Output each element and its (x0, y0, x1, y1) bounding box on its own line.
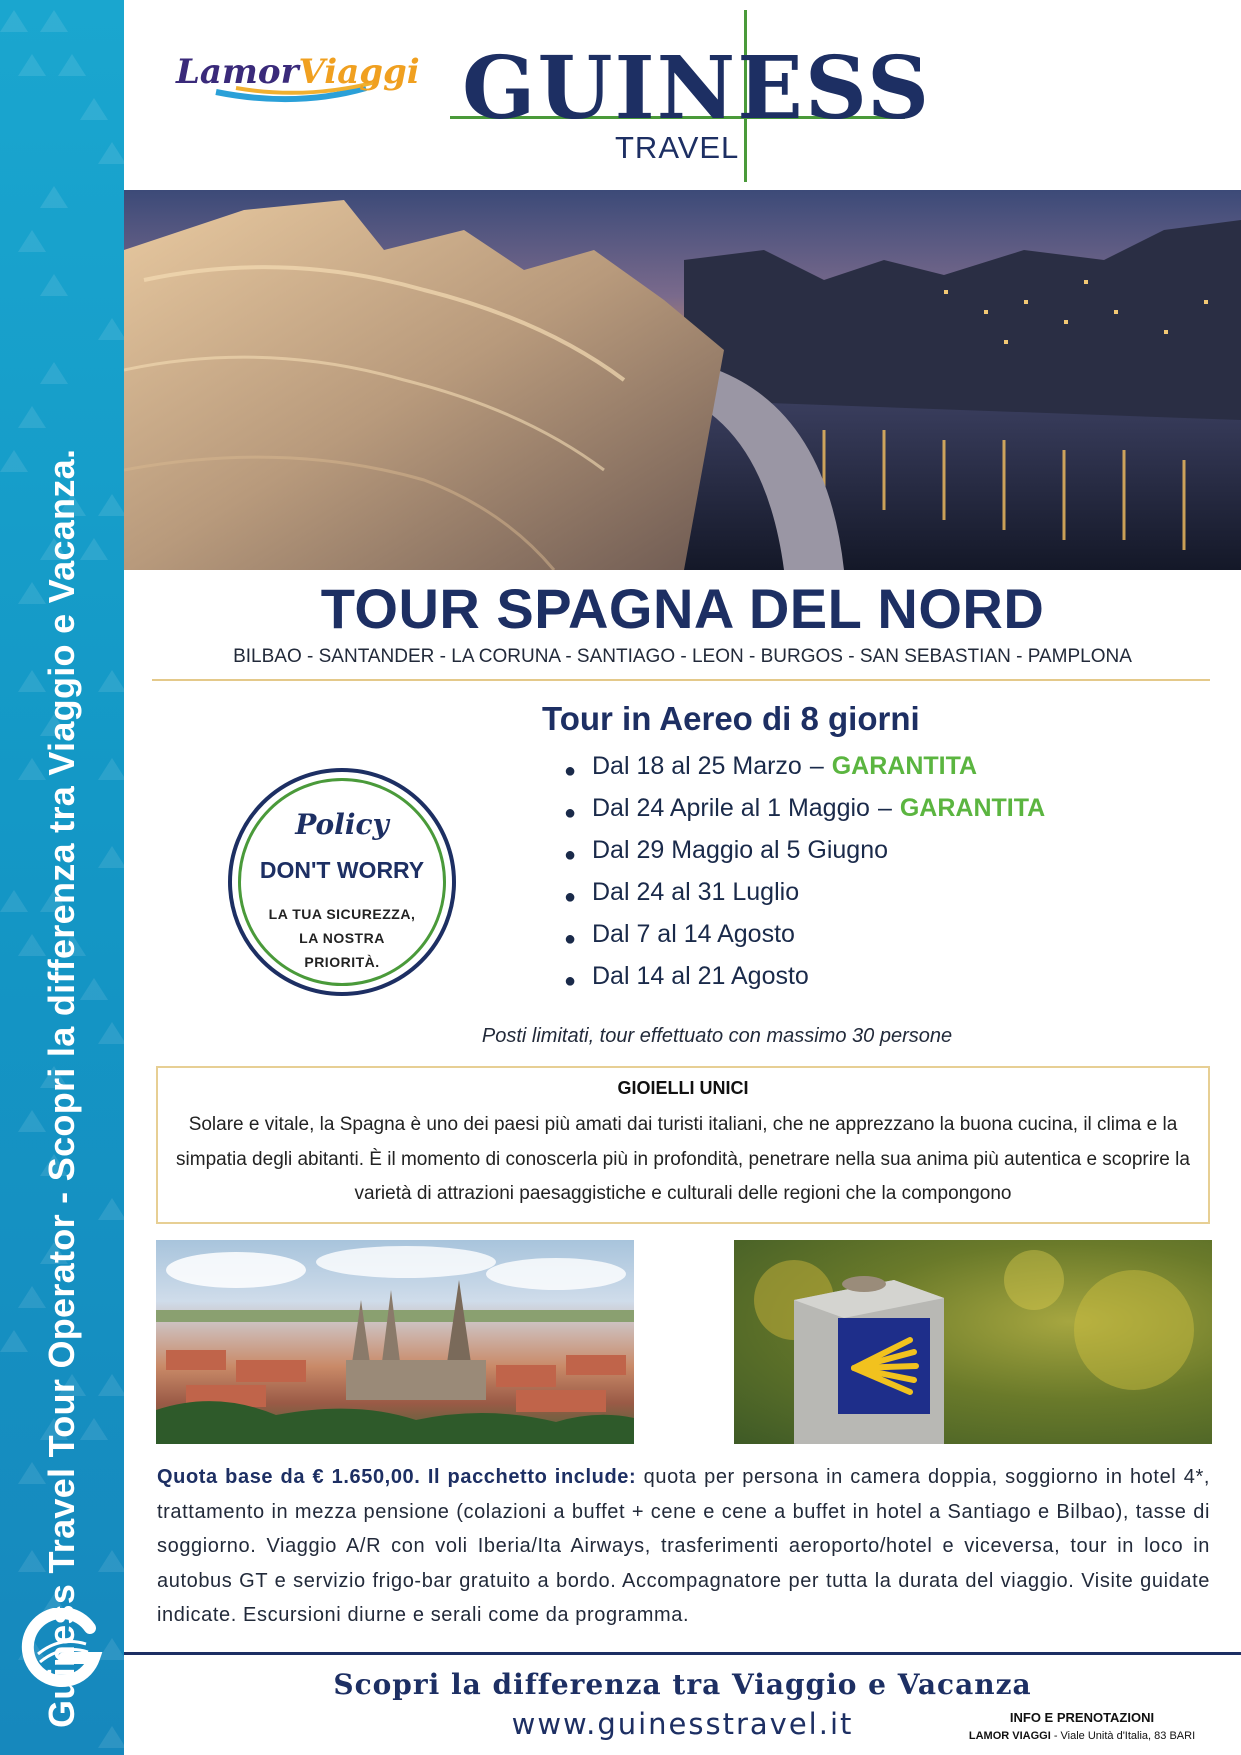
photo-burgos-cathedral (156, 1240, 634, 1444)
triangle-pattern-shape (80, 538, 108, 560)
travel-logo-text: TRAVEL (615, 130, 740, 165)
footer-divider (124, 1652, 1241, 1655)
triangle-pattern-shape (80, 98, 108, 120)
triangle-pattern-shape (98, 494, 124, 516)
tour-date-item (560, 836, 1045, 878)
photo-camino-scallop-marker (734, 1240, 1212, 1444)
tour-heading: Tour in Aereo di 8 giorni (542, 700, 920, 737)
agency-address (952, 1730, 1212, 1742)
triangle-pattern-shape (0, 890, 28, 912)
guiness-logo-text: GUINESS (462, 38, 932, 139)
tour-date-item (560, 794, 1045, 836)
website-link[interactable]: www.guinesstravel.it (511, 1707, 854, 1741)
guiness-g-logo-icon (20, 1608, 104, 1692)
camino-illustration (734, 1240, 1212, 1444)
date-separator: – (877, 794, 892, 822)
badge-line: PRIORITÀ. (304, 954, 380, 970)
triangle-pattern-shape (0, 1330, 28, 1352)
gioielli-unici-box (156, 1066, 1210, 1224)
tour-date-text: Dal 18 al 25 Marzo (592, 752, 802, 780)
triangle-pattern-shape (98, 1198, 124, 1220)
bullet-icon: ● (564, 928, 577, 950)
tour-date-item (560, 878, 1045, 920)
triangle-pattern-shape (98, 1550, 124, 1572)
package-description (157, 1460, 1210, 1633)
badge-security-text (257, 902, 427, 974)
badge-policy-text: Policy (295, 808, 389, 841)
gioielli-description: Solare e vitale, la Spagna è uno dei paesi più amati dai turisti italiani, che ne apprezzano la buona cucina, il clima e la simpatia degli abitanti. È il momento di conoscerla più in profondità, penetrare nella sua anima più autentica e scoprire la varietà di attrazioni paesaggistiche e culturali delle regioni che la compongono (176, 1114, 1190, 1204)
tour-date-text: Dal 14 al 21 Agosto (592, 962, 809, 990)
burgos-illustration (156, 1240, 634, 1444)
tour-date-item (560, 920, 1045, 962)
viaggi-logo-text: Viaggi (298, 52, 420, 92)
triangle-pattern-shape (98, 846, 124, 868)
triangle-pattern-shape (80, 1418, 108, 1440)
tour-date-text: Dal 29 Maggio al 5 Giugno (592, 836, 889, 864)
sidebar-slogan: Guiness Travel Tour Operator - Scopri la differenza tra Viaggio e Vacanza. (41, 448, 82, 1728)
tour-date-item (560, 962, 1045, 1004)
page-title: TOUR SPAGNA DEL NORD (320, 577, 1045, 640)
badge-line: LA TUA SICUREZZA, (268, 906, 416, 922)
divider (152, 679, 1210, 681)
limited-seats-note: Posti limitati, tour effettuato con massimo 30 persone (481, 1025, 953, 1047)
badge-dont-worry-text: DON'T WORRY (259, 857, 425, 883)
gioielli-heading: GIOIELLI UNICI (617, 1078, 749, 1098)
triangle-pattern-shape (0, 450, 28, 472)
triangle-pattern-shape (98, 1022, 124, 1044)
hero-photo-bilbao (124, 190, 1241, 570)
bullet-icon: ● (564, 886, 577, 908)
tour-date-item (560, 752, 1045, 794)
policy-dont-worry-badge (228, 768, 456, 996)
triangle-pattern-shape (98, 670, 124, 692)
triangle-pattern-shape (98, 758, 124, 780)
lamor-viaggi-logo (176, 48, 420, 108)
info-heading: INFO E PRENOTAZIONI (1009, 1710, 1155, 1725)
guiness-travel-logo (450, 10, 932, 182)
lamor-logo-text: Lamor (176, 52, 299, 92)
tour-date-text: Dal 7 al 14 Agosto (592, 920, 795, 948)
agency-street: - Viale Unità d'Italia, 83 BARI (1050, 1730, 1196, 1742)
triangle-pattern-shape (0, 10, 28, 32)
quota-includes-text: quota per persona in camera doppia, soggiorno in hotel 4*, trattamento in mezza pensione (colazioni a buffet + cene e cene a buffet in hotel a Santiago e Bilbao), tasse di soggiorno. Viaggio A/R con voli Iberia/Ita Airways, trasferimenti aeroporto/hotel e viceversa, tour in loco in autobus GT e servizio frigo-bar gratuito a bordo. Accompagnatore per tutta la durata del viaggio. Visite guidate indicate. Escursioni diurne e serali come da programma. (157, 1466, 1210, 1627)
triangle-pattern-shape (98, 318, 124, 340)
hero-illustration (124, 190, 1241, 570)
agency-name: LAMOR VIAGGI (968, 1730, 1051, 1742)
date-separator: – (809, 752, 824, 780)
badge-line: LA NOSTRA (299, 930, 385, 946)
bullet-icon: ● (564, 844, 577, 866)
triangle-pattern-shape (98, 1726, 124, 1748)
bullet-icon: ● (564, 802, 577, 824)
tour-date-text: Dal 24 al 31 Luglio (592, 878, 800, 906)
bullet-icon: ● (564, 970, 577, 992)
sidebar-band (0, 0, 124, 1755)
cities-list: BILBAO - SANTANDER - LA CORUNA - SANTIAGO - LEON - BURGOS - SAN SEBASTIAN - PAMPLONA (233, 646, 1132, 667)
footer-slogan: Scopri la differenza tra Viaggio e Vacanza (333, 1668, 1032, 1701)
guaranteed-badge: GARANTITA (831, 752, 978, 780)
bullet-icon: ● (564, 760, 577, 782)
triangle-pattern-shape (80, 978, 108, 1000)
tour-dates-list (560, 752, 1045, 1004)
tour-date-text: Dal 24 Aprile al 1 Maggio (592, 794, 870, 822)
triangle-pattern-shape (98, 142, 124, 164)
triangle-pattern-shape (98, 1374, 124, 1396)
quota-price-lead: Quota base da € 1.650,00. Il pacchetto include: (157, 1466, 637, 1488)
guaranteed-badge: GARANTITA (899, 794, 1046, 822)
